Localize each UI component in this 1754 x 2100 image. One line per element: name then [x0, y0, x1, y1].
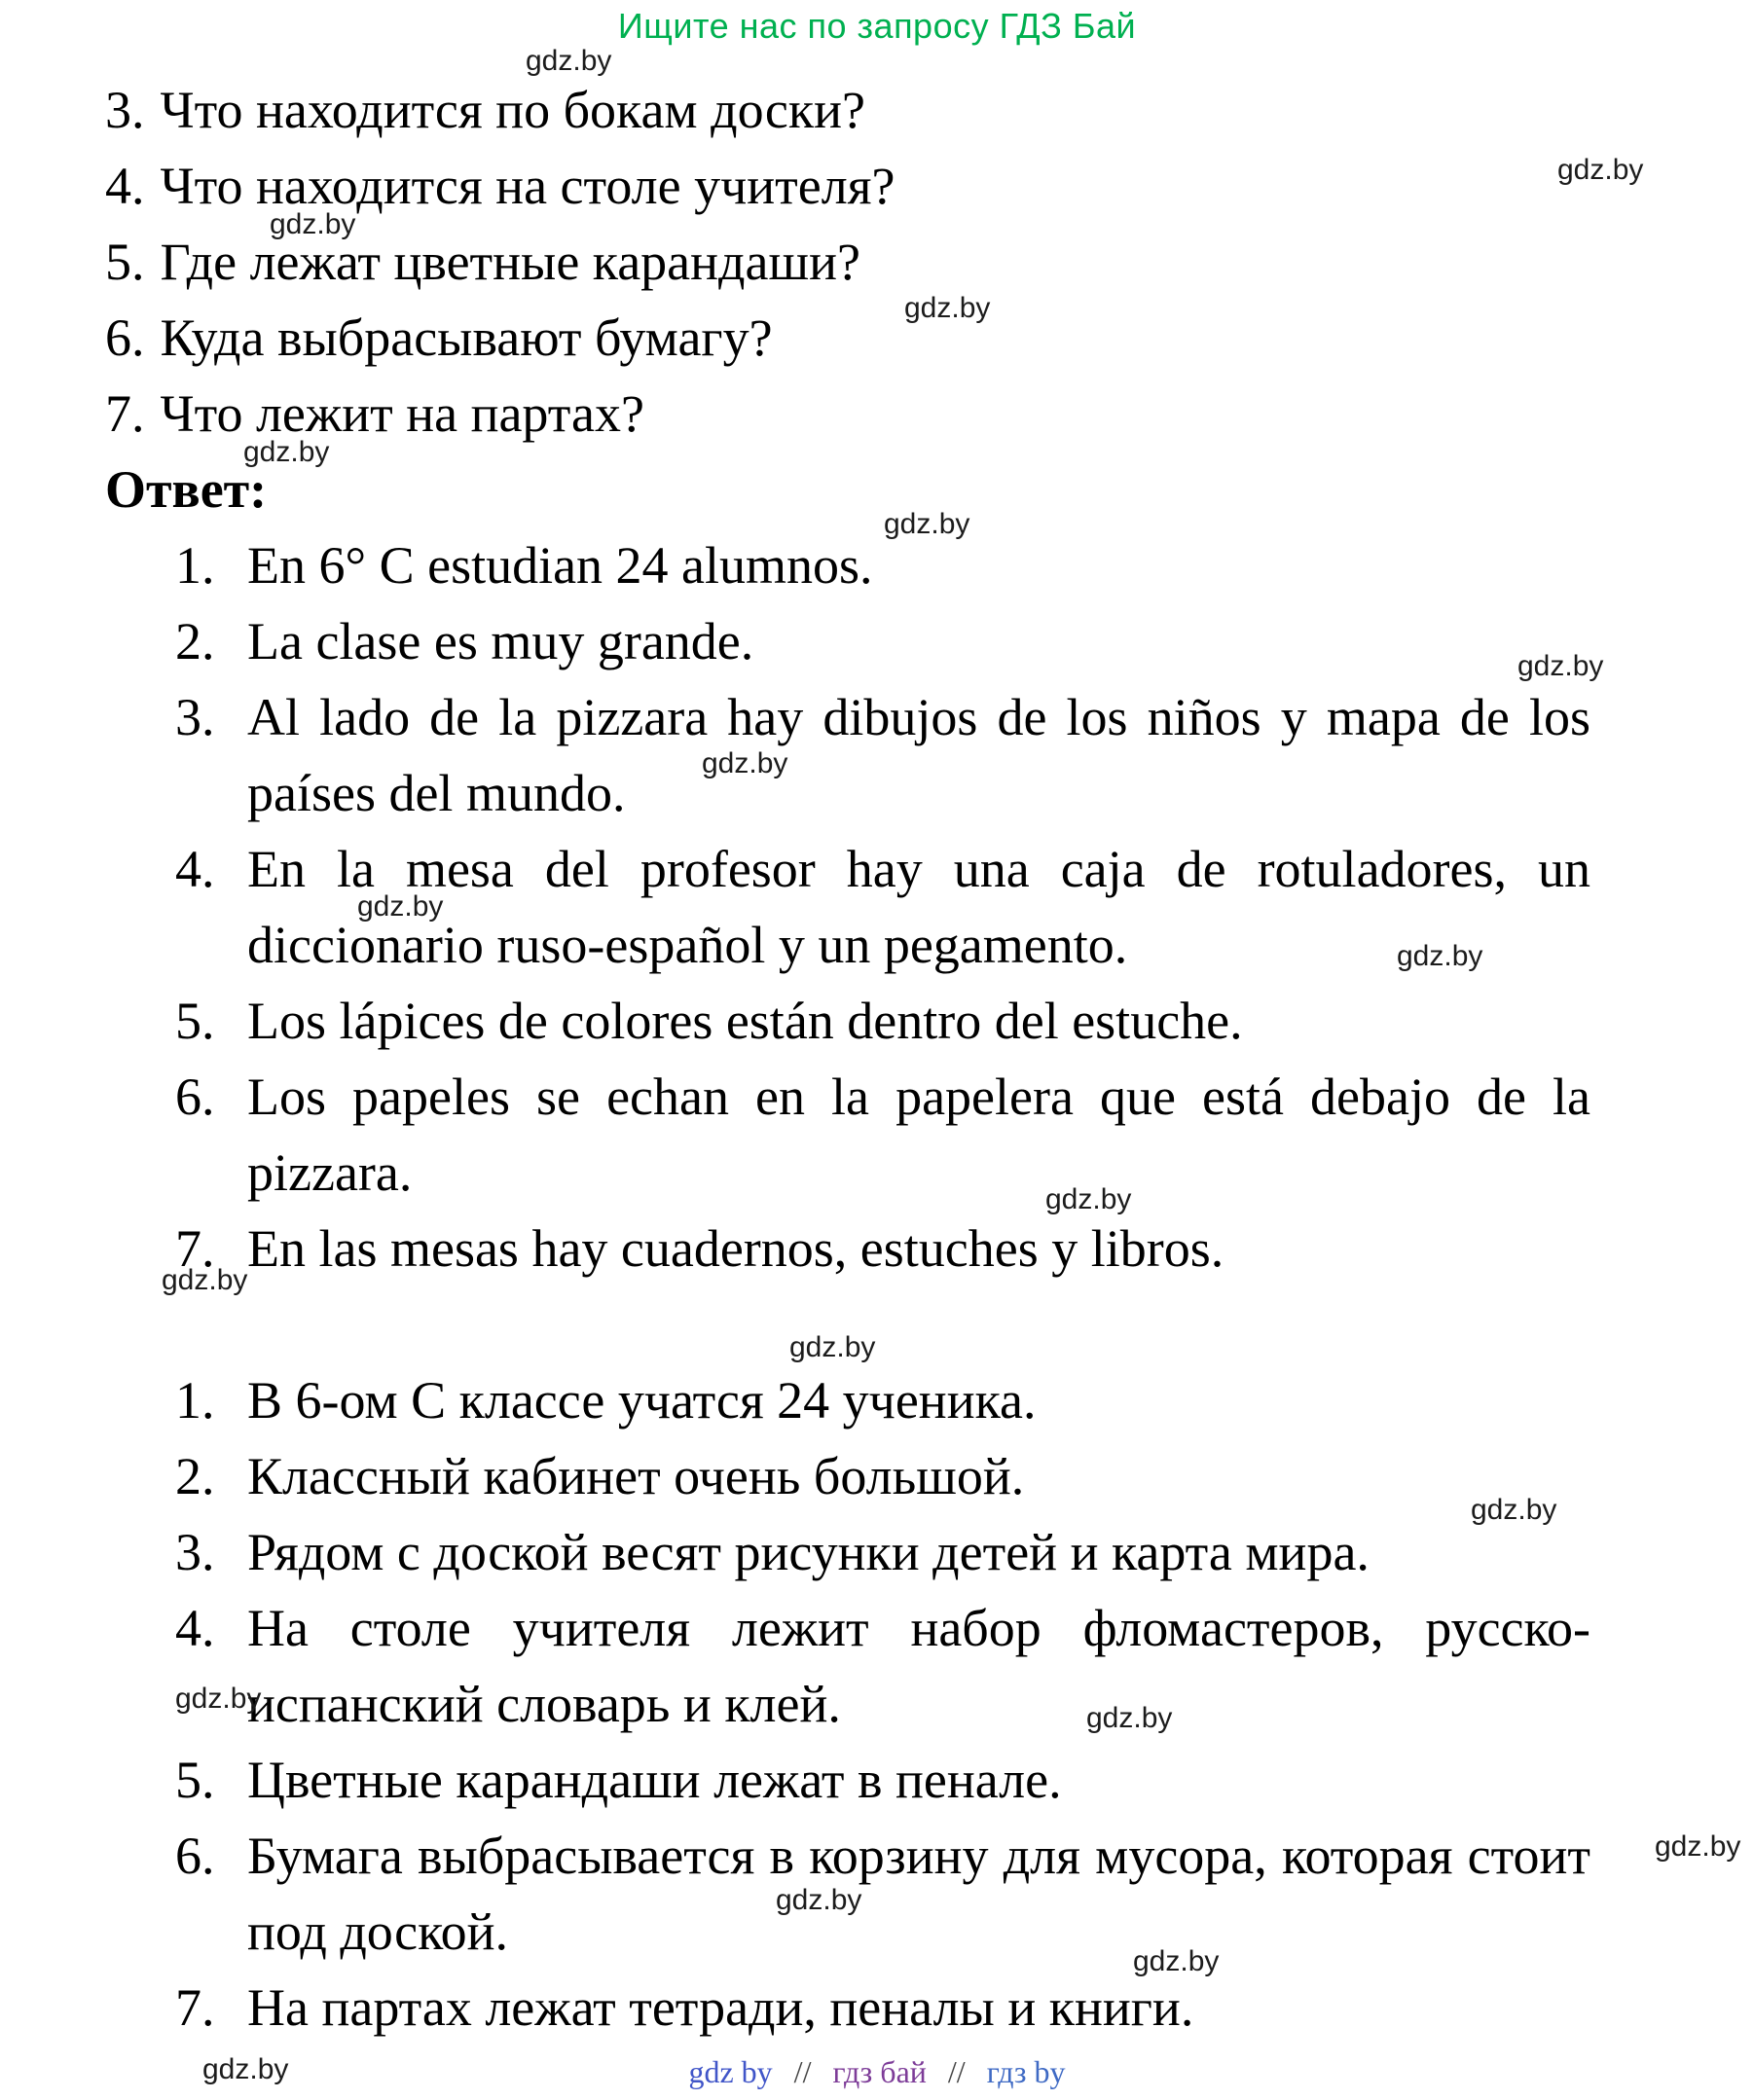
watermark: gdz.by: [789, 1331, 876, 1363]
question-number: 7.: [105, 384, 145, 443]
answer-item: [175, 1742, 1590, 1818]
question-text: Где лежат цветные карандаши?: [160, 233, 860, 291]
answer-number: 5.: [175, 992, 215, 1050]
footer-separator: //: [947, 2054, 966, 2089]
watermark: gdz.by: [884, 508, 970, 540]
answer-item: [175, 1059, 1590, 1211]
watermark: gdz.by: [1517, 650, 1604, 682]
question-number: 5.: [105, 233, 145, 291]
russian-answers-list: [175, 1362, 1590, 2046]
answer-number: 6.: [175, 1827, 215, 1885]
watermark: gdz.by: [162, 1264, 248, 1296]
answer-number: 7.: [175, 1978, 215, 2037]
question-item: [105, 376, 1754, 452]
answer-number: 7.: [175, 1219, 215, 1278]
answer-text: Al lado de la pizzara hay dibujos de los niños y mapa de los países del mundo.: [247, 688, 1590, 822]
question-number: 3.: [105, 81, 145, 139]
answer-text: En la mesa del profesor hay una caja de rotuladores, un diccionario ruso-español y un pegamento.: [247, 840, 1590, 974]
answer-text: Los lápices de colores están dentro del estuche.: [247, 992, 1243, 1050]
footer-link-gdz-by-2[interactable]: гдз by: [986, 2054, 1066, 2089]
answer-item: [175, 1970, 1590, 2046]
answer-item: [175, 1514, 1590, 1590]
questions-list: [105, 72, 1754, 452]
question-number: 4.: [105, 157, 145, 215]
question-item: [105, 72, 1754, 148]
answer-item: [175, 679, 1590, 831]
answer-text: Цветные карандаши лежат в пенале.: [247, 1751, 1062, 1809]
watermark: gdz.by: [526, 45, 612, 77]
watermark: gdz.by: [702, 747, 788, 779]
answer-number: 3.: [175, 1523, 215, 1581]
question-text: Что находится на столе учителя?: [160, 157, 895, 215]
footer-separator: //: [793, 2054, 812, 2089]
answer-number: 5.: [175, 1751, 215, 1809]
answer-number: 6.: [175, 1068, 215, 1126]
watermark: gdz.by: [243, 436, 330, 468]
answer-text: Классный кабинет очень большой.: [247, 1447, 1025, 1505]
answer-text: La clase es muy grande.: [247, 612, 754, 670]
answer-text: Los papeles se echan en la papelera que está debajo de la pizzara.: [247, 1068, 1590, 1202]
watermark: gdz.by: [175, 1683, 262, 1715]
watermark: gdz.by: [270, 208, 356, 240]
answer-item: [175, 1818, 1590, 1970]
watermark: gdz.by: [1086, 1702, 1173, 1734]
watermark: gdz.by: [1133, 1945, 1220, 1977]
answer-number: 4.: [175, 1599, 215, 1657]
watermark: gdz.by: [1471, 1494, 1557, 1526]
answer-text: Бумага выбрасывается в корзину для мусора, которая стоит под доской.: [247, 1827, 1590, 1961]
answer-text: На партах лежат тетради, пеналы и книги.: [247, 1978, 1194, 2037]
footer-link-gdz-by[interactable]: gdz by: [688, 2054, 773, 2089]
watermark: gdz.by: [357, 890, 444, 923]
answer-number: 2.: [175, 612, 215, 670]
answer-text: Рядом с доской весят рисунки детей и карта мира.: [247, 1523, 1370, 1581]
answer-item: [175, 603, 1590, 679]
answer-item: [175, 1211, 1590, 1286]
answer-text: В 6-ом С классе учатся 24 ученика.: [247, 1371, 1037, 1430]
watermark: gdz.by: [202, 2053, 289, 2085]
answer-text: En las mesas hay cuadernos, estuches y libros.: [247, 1219, 1224, 1278]
promo-banner: Ищите нас по запросу ГДЗ Бай: [617, 6, 1137, 46]
watermark: gdz.by: [904, 292, 991, 324]
footer: [0, 2054, 1754, 2090]
footer-link-gdz-bai[interactable]: гдз бай: [832, 2054, 927, 2089]
answer-item: [175, 1362, 1590, 1438]
answer-number: 1.: [175, 1371, 215, 1430]
question-text: Что лежит на партах?: [160, 384, 644, 443]
question-text: Что находится по бокам доски?: [160, 81, 865, 139]
answer-text: На столе учителя лежит набор фломастеров, русско-испанский словарь и клей.: [247, 1599, 1590, 1733]
answer-number: 3.: [175, 688, 215, 746]
watermark: gdz.by: [1655, 1830, 1741, 1863]
watermark: gdz.by: [1557, 154, 1644, 186]
answers-heading: Ответ:: [105, 460, 268, 519]
answer-number: 2.: [175, 1447, 215, 1505]
answer-item: [175, 1590, 1590, 1742]
answer-text: En 6° C estudian 24 alumnos.: [247, 536, 873, 595]
answer-item: [175, 983, 1590, 1059]
question-text: Куда выбрасывают бумагу?: [160, 308, 773, 367]
watermark: gdz.by: [1045, 1183, 1132, 1215]
answer-item: [175, 527, 1590, 603]
answer-item: [175, 1438, 1590, 1514]
watermark: gdz.by: [1397, 940, 1483, 972]
answer-number: 1.: [175, 536, 215, 595]
watermark: gdz.by: [776, 1884, 862, 1916]
question-number: 6.: [105, 308, 145, 367]
answer-number: 4.: [175, 840, 215, 898]
